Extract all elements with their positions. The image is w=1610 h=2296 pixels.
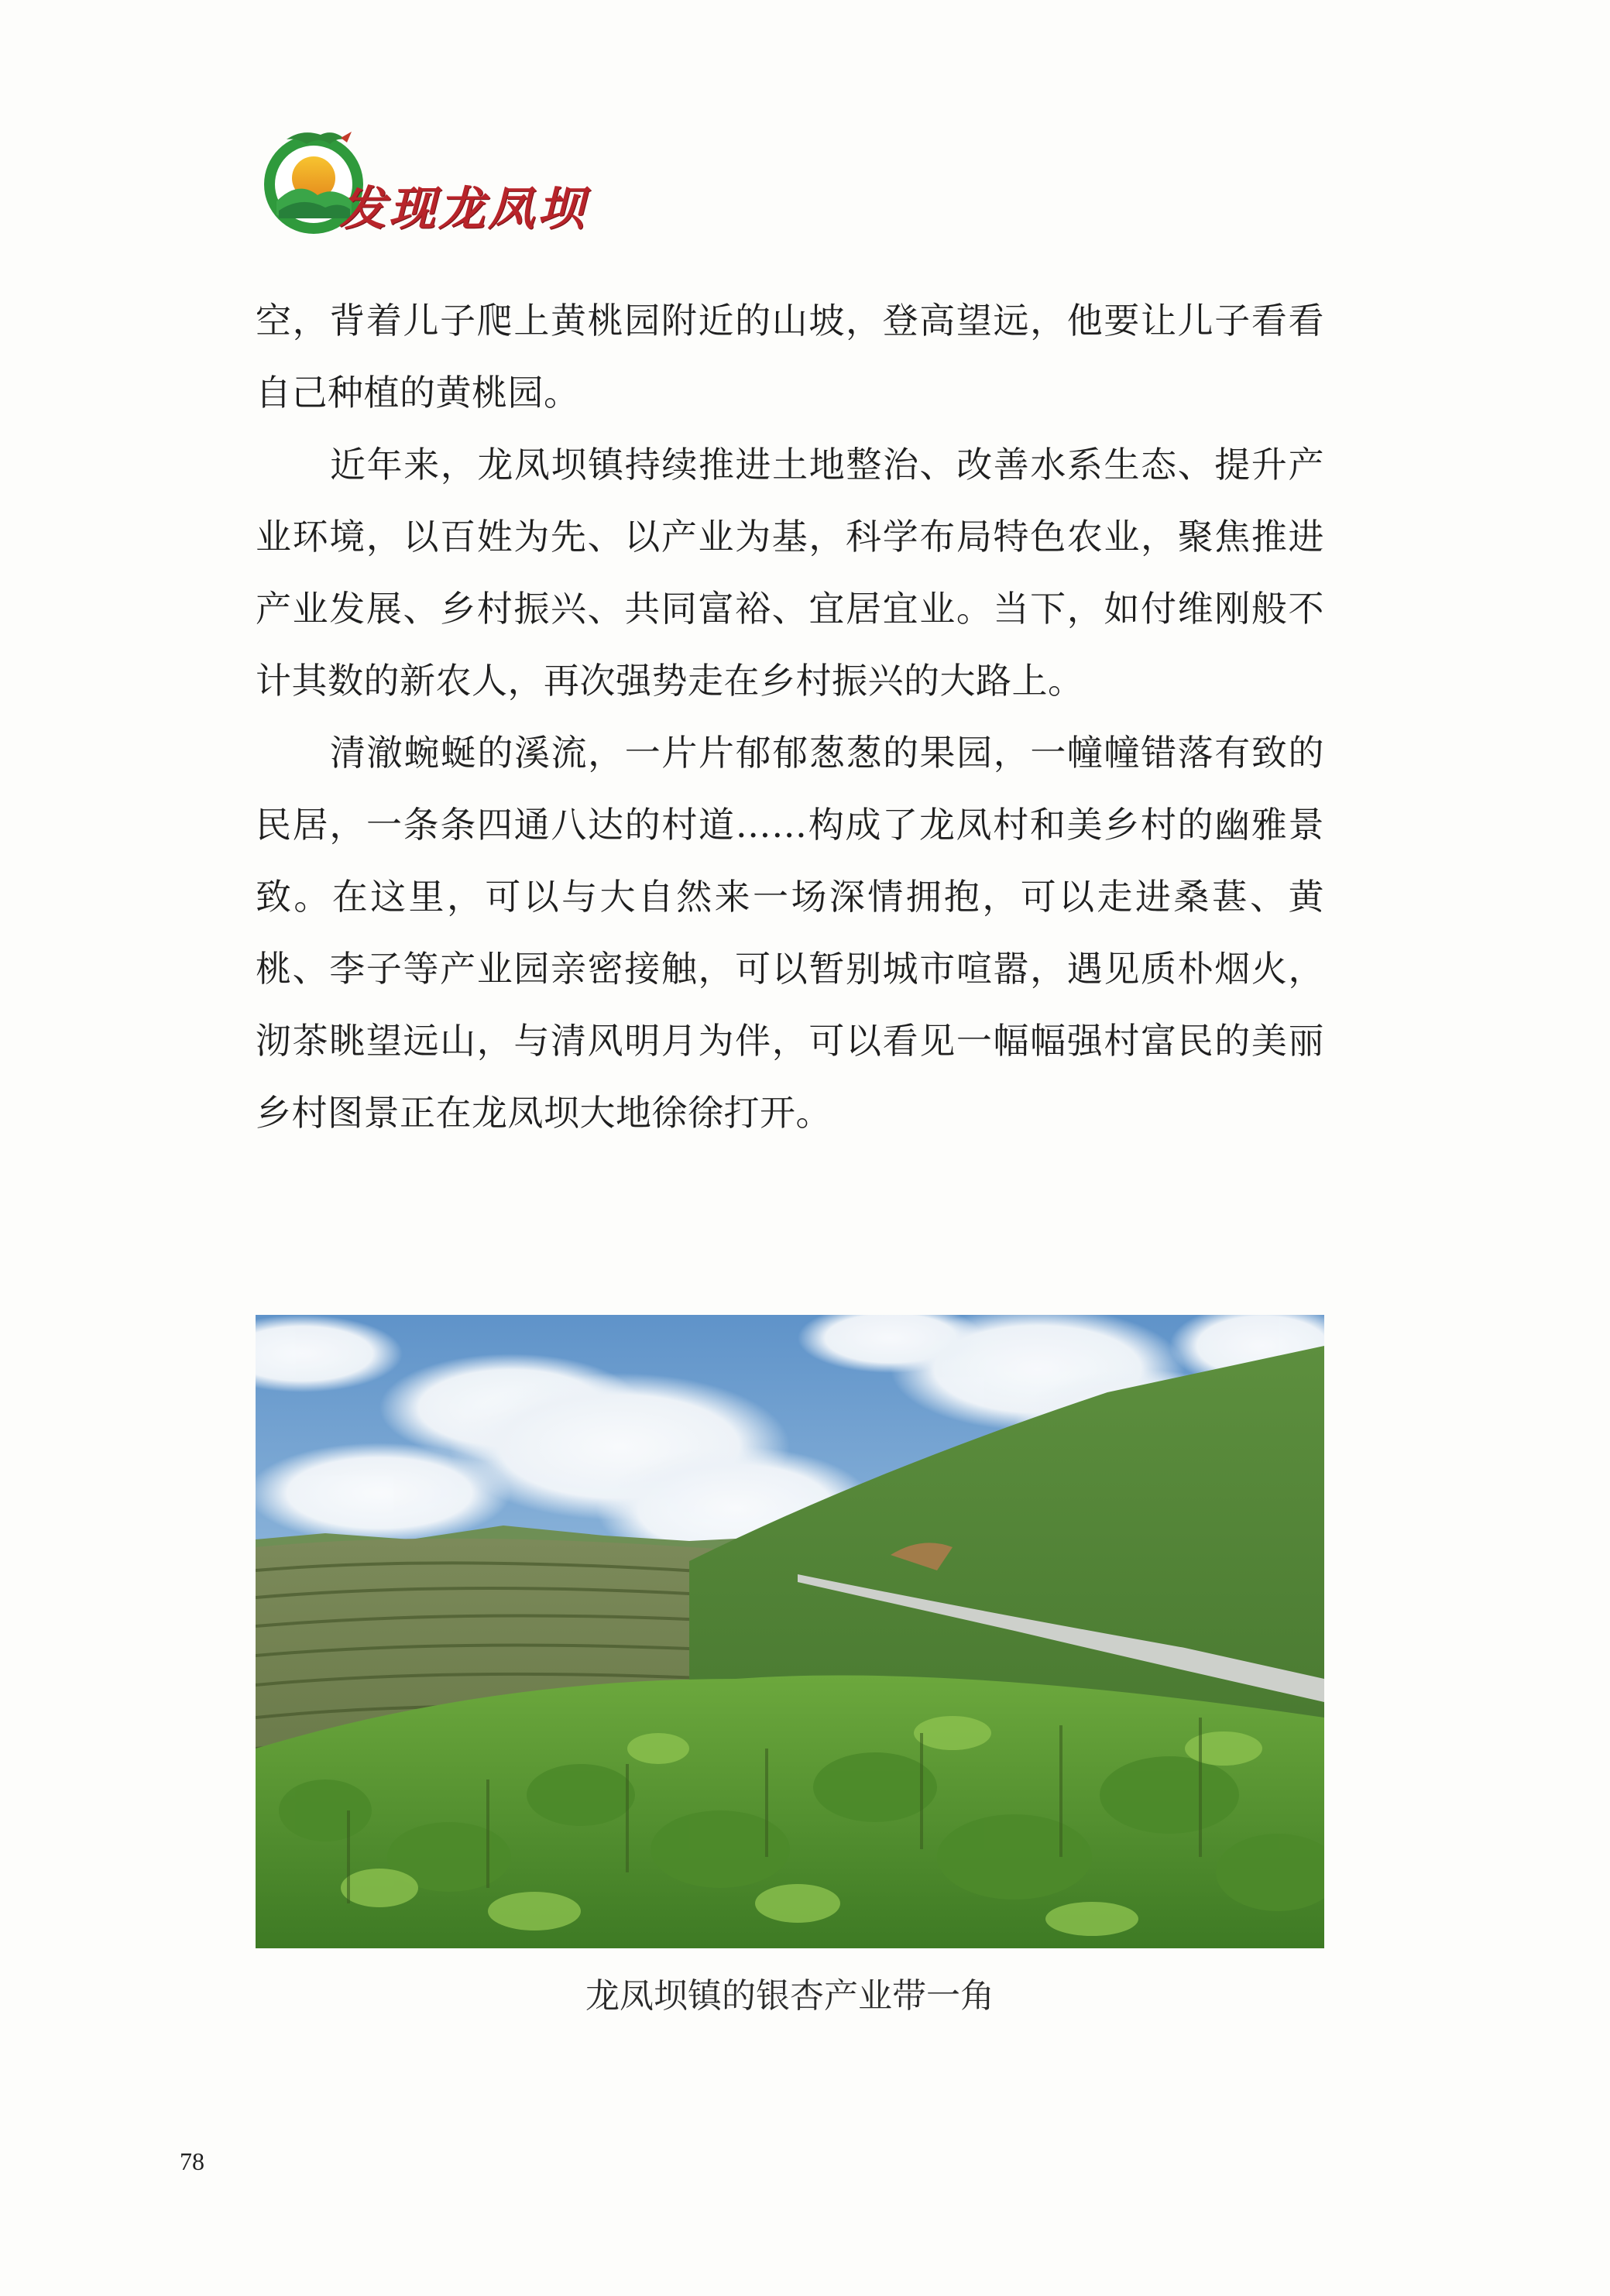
ginkgo-terrace-landscape-photo (256, 1315, 1324, 1948)
header-title: 发现龙凤坝 (339, 182, 587, 236)
paragraph: 近年来，龙凤坝镇持续推进土地整治、改善水系生态、提升产业环境，以百姓为先、以产业为基，科学布局特色农业，聚焦推进产业发展、乡村振兴、共同富裕、宜居宜业。当下，如付维刚般不计其数的新农人，再次强势走在乡村振兴的大路上。 (256, 444, 1324, 702)
paragraph: 清澈蜿蜒的溪流，一片片郁郁葱葱的果园，一幢幢错落有致的民居，一条条四通八达的村道……构成了龙凤村和美乡村的幽雅景致。在这里，可以与大自然来一场深情拥抱，可以走进桑葚、黄桃、李子等产业园亲密接触，可以暂别城市喧嚣，遇见质朴烟火，沏茶眺望远山，与清风明月为伴，可以看见一幅幅强村富民的美丽乡村图景正在龙凤坝大地徐徐打开。 (256, 732, 1324, 1134)
article-body (256, 285, 1324, 1149)
page-number: 78 (180, 2147, 204, 2175)
page-header (256, 124, 612, 240)
paragraph: 空，背着儿子爬上黄桃园附近的山坡，登高望远，他要让儿子看看自己种植的黄桃园。 (256, 300, 1324, 414)
photo-caption: 龙凤坝镇的银杏产业带一角 (585, 1976, 994, 2016)
